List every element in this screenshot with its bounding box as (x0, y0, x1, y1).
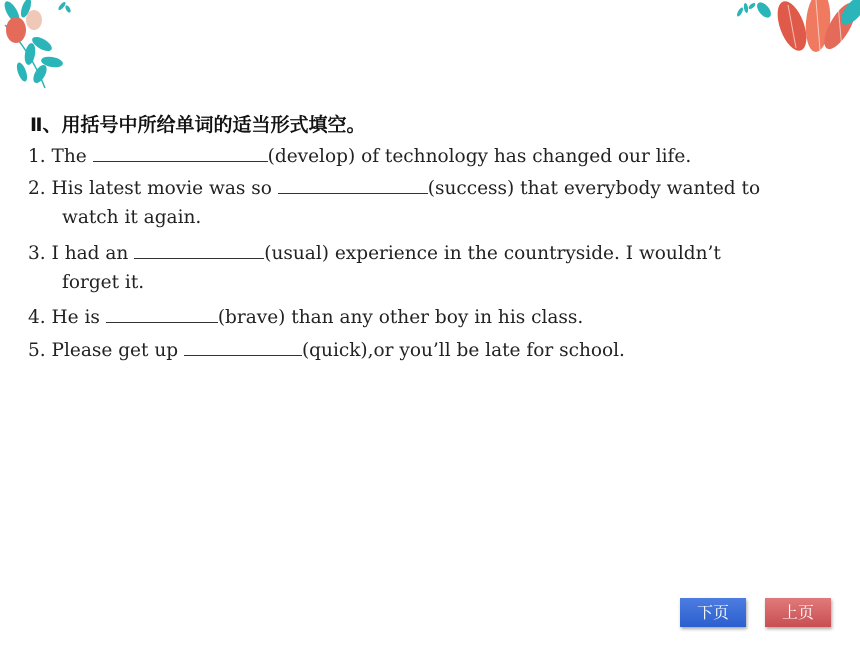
question-1 (28, 143, 691, 168)
leaf-decoration-right (730, 0, 860, 70)
question-5 (28, 337, 625, 362)
question-3-continuation: forget it. (62, 272, 145, 293)
question-text: ,or you’ll be late for school. (367, 340, 625, 361)
word-hint: (usual) (264, 243, 329, 264)
question-3 (28, 240, 721, 265)
question-text: of technology has changed our life. (361, 146, 692, 167)
question-2-continuation: watch it again. (62, 207, 202, 228)
exercise-heading: Ⅱ、用括号中所给单词的适当形式填空。 (30, 114, 366, 136)
word-hint: (quick) (301, 340, 368, 361)
answer-blank[interactable] (278, 175, 428, 194)
question-number: 5. (28, 340, 46, 361)
question-text: He is (51, 307, 100, 328)
question-text: experience in the countryside. I wouldn’t (334, 243, 721, 264)
question-text: His latest movie was so (51, 178, 272, 199)
question-text: that everybody wanted to (520, 178, 761, 199)
question-number: 2. (28, 178, 46, 199)
word-hint: (develop) (267, 146, 356, 167)
question-number: 4. (28, 307, 46, 328)
answer-blank[interactable] (134, 240, 264, 259)
question-number: 1. (28, 146, 46, 167)
answer-blank[interactable] (184, 337, 302, 356)
word-hint: (success) (427, 178, 515, 199)
question-text: than any other boy in his class. (291, 307, 584, 328)
answer-blank[interactable] (93, 143, 268, 162)
next-page-button[interactable]: 下页 (680, 598, 746, 627)
question-2 (28, 175, 760, 200)
question-text: I had an (51, 243, 129, 264)
question-text: Please get up (51, 340, 179, 361)
previous-page-button[interactable]: 上页 (765, 598, 831, 627)
question-4 (28, 304, 583, 329)
question-number: 3. (28, 243, 46, 264)
answer-blank[interactable] (106, 304, 218, 323)
leaf-decoration-left (0, 0, 80, 95)
question-text: The (51, 146, 87, 167)
word-hint: (brave) (217, 307, 286, 328)
